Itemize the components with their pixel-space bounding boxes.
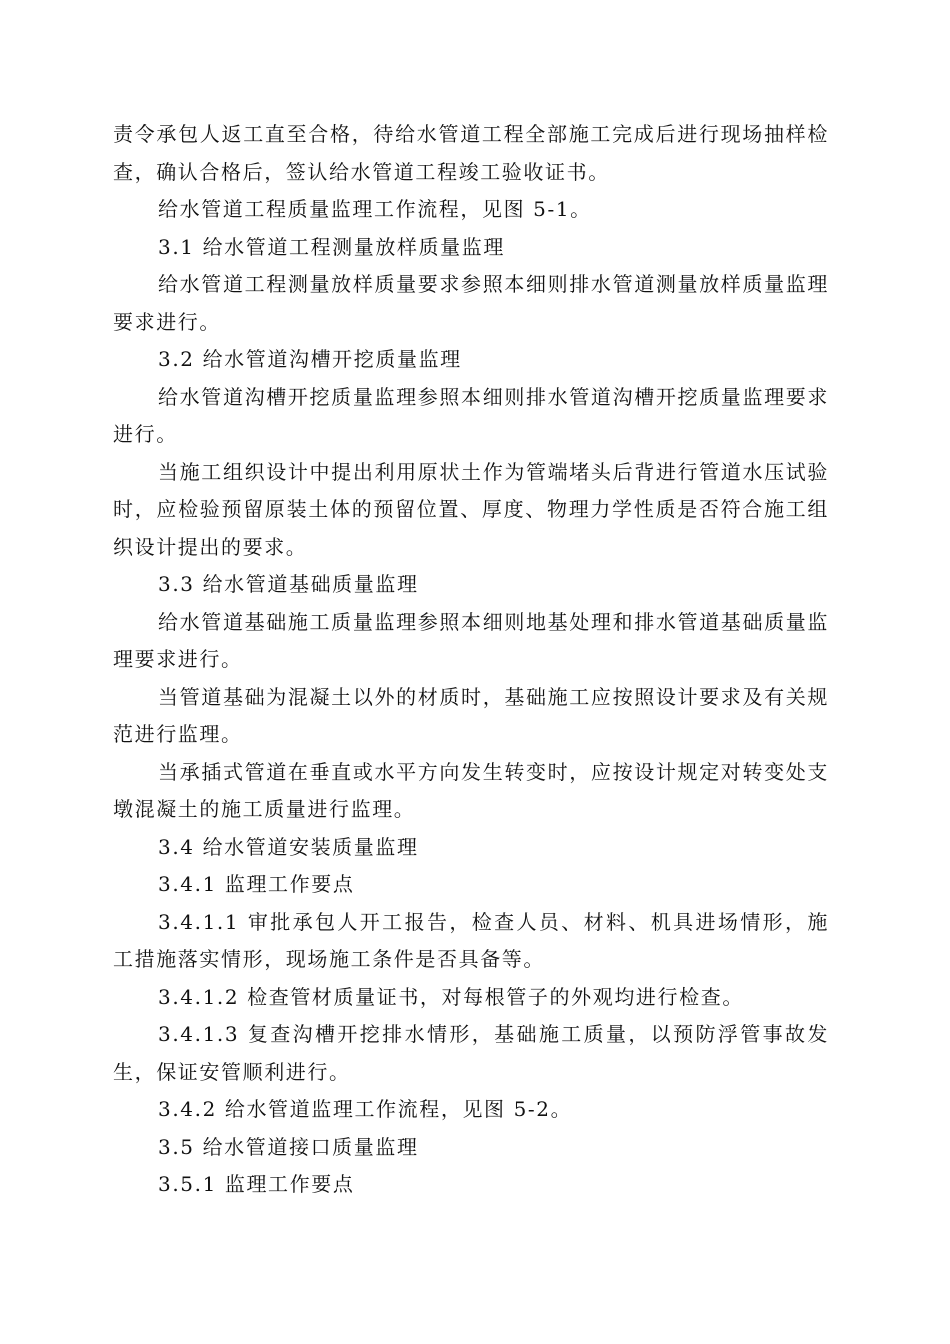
paragraph: 当管道基础为混凝土以外的材质时，基础施工应按照设计要求及有关规范进行监理。 xyxy=(113,684,829,746)
paragraph: 给水管道工程测量放样质量要求参照本细则排水管道测量放样质量监理要求进行。 xyxy=(113,272,829,334)
paragraph-flow-reference: 给水管道工程质量监理工作流程，见图 5-1。 xyxy=(158,197,592,221)
section-heading-3-1: 3.1 给水管道工程测量放样质量监理 xyxy=(158,234,505,259)
section-heading-3-5: 3.5 给水管道接口质量监理 xyxy=(158,1134,419,1159)
paragraph-continuation: 责令承包人返工直至合格，待给水管道工程全部施工完成后进行现场抽样检查，确认合格后，签认给水管道工程竣工验收证书。 xyxy=(113,122,829,184)
list-item-3-4-1-1: 3.4.1.1 审批承包人开工报告，检查人员、材料、机具进场情形，施工措施落实情形，现场施工条件是否具备等。 xyxy=(113,909,829,971)
paragraph: 当施工组织设计中提出利用原状土作为管端堵头后背进行管道水压试验时，应检验预留原装土体的预留位置、厚度、物理力学性质是否符合施工组织设计提出的要求。 xyxy=(113,459,829,559)
paragraph: 当承插式管道在垂直或水平方向发生转变时，应按设计规定对转变处支墩混凝土的施工质量进行监理。 xyxy=(113,759,829,821)
subsection-heading-3-4-2: 3.4.2 给水管道监理工作流程，见图 5-2。 xyxy=(158,1097,573,1121)
section-heading-3-2: 3.2 给水管道沟槽开挖质量监理 xyxy=(158,347,462,371)
paragraph: 给水管道基础施工质量监理参照本细则地基处理和排水管道基础质量监理要求进行。 xyxy=(113,609,829,671)
section-heading-3-4: 3.4 给水管道安装质量监理 xyxy=(158,834,419,859)
section-heading-3-3: 3.3 给水管道基础质量监理 xyxy=(158,572,419,596)
list-item-3-4-1-3: 3.4.1.3 复查沟槽开挖排水情形，基础施工质量，以预防浮管事故发生，保证安管顺利进行。 xyxy=(113,1022,829,1084)
subsection-heading-3-4-1: 3.4.1 监理工作要点 xyxy=(158,872,355,896)
paragraph: 给水管道沟槽开挖质量监理参照本细则排水管道沟槽开挖质量监理要求进行。 xyxy=(113,384,829,446)
document-body xyxy=(113,116,829,1204)
subsection-heading-3-5-1: 3.5.1 监理工作要点 xyxy=(158,1172,355,1196)
list-item-3-4-1-2: 3.4.1.2 检查管材质量证书，对每根管子的外观均进行检查。 xyxy=(158,984,744,1009)
